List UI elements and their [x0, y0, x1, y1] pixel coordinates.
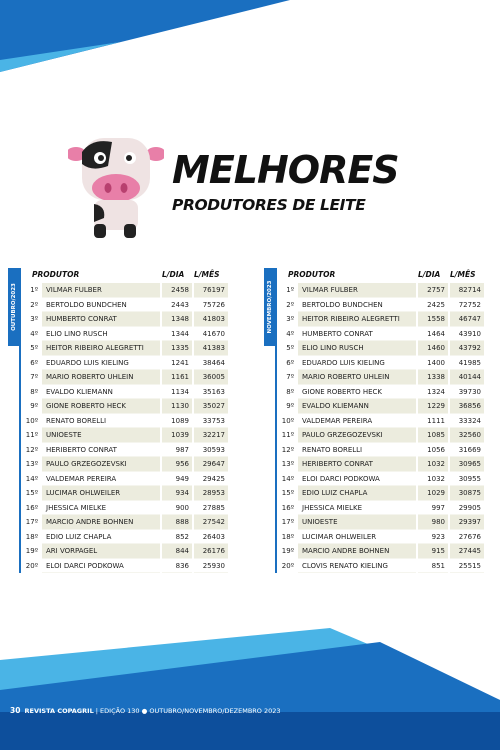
producer-name-cell: EVALDO KLIEMANN	[42, 385, 160, 400]
rank-cell: 16º	[281, 503, 294, 512]
liters-per-day-cell: 987	[162, 443, 192, 458]
producer-name-cell: VILMAR FULBER	[298, 283, 416, 298]
liters-per-month-cell: 29397	[450, 515, 484, 530]
table-row	[22, 385, 236, 400]
table-row	[278, 515, 492, 530]
table-row	[22, 486, 236, 501]
header-produtor: PRODUTOR	[288, 270, 336, 279]
producer-name-cell: MARIO ROBERTO UHLEIN	[298, 370, 416, 385]
table-rule	[275, 268, 277, 573]
table-row	[22, 312, 236, 327]
rank-cell: 20º	[281, 561, 294, 570]
producer-name-cell: BERTOLDO BUNDCHEN	[298, 298, 416, 313]
producer-name-cell: PAULO GRZEGOZEVSKI	[298, 428, 416, 443]
liters-per-day-cell: 1229	[418, 399, 448, 414]
liters-per-day-cell: 997	[418, 501, 448, 516]
table-row	[22, 544, 236, 559]
producer-name-cell: EDUARDO LUIS KIELING	[42, 356, 160, 371]
liters-per-day-cell: 956	[162, 457, 192, 472]
table-row	[278, 283, 492, 298]
liters-per-day-cell: 851	[418, 559, 448, 574]
rank-cell: 16º	[25, 503, 38, 512]
header-l-dia: L/DIA	[162, 270, 185, 279]
producer-name-cell: EDIO LUIZ CHAPLA	[298, 486, 416, 501]
table-row	[278, 530, 492, 545]
table-rule	[19, 268, 21, 573]
table-row	[278, 486, 492, 501]
cow-illustration	[68, 132, 164, 240]
rank-cell: 6º	[286, 358, 294, 367]
liters-per-month-cell: 75726	[194, 298, 228, 313]
table-row	[278, 341, 492, 356]
table-row	[278, 559, 492, 574]
liters-per-month-cell: 38464	[194, 356, 228, 371]
rank-cell: 10º	[25, 416, 38, 425]
liters-per-day-cell: 2757	[418, 283, 448, 298]
producer-name-cell: HEITOR RIBEIRO ALEGRETTI	[42, 341, 160, 356]
header-produtor: PRODUTOR	[32, 270, 80, 279]
liters-per-day-cell: 852	[162, 530, 192, 545]
rank-cell: 14º	[25, 474, 38, 483]
liters-per-day-cell: 1039	[162, 428, 192, 443]
liters-per-day-cell: 1089	[162, 414, 192, 429]
liters-per-month-cell: 31669	[450, 443, 484, 458]
liters-per-day-cell: 1032	[418, 472, 448, 487]
table-row	[22, 530, 236, 545]
table-row	[278, 414, 492, 429]
table-row	[22, 414, 236, 429]
rank-cell: 1º	[286, 286, 294, 294]
edition-info: | EDIÇÃO 130 ● OUTUBRO/NOVEMBRO/DEZEMBRO 2023	[95, 707, 281, 715]
liters-per-day-cell: 2425	[418, 298, 448, 313]
liters-per-day-cell: 1400	[418, 356, 448, 371]
liters-per-month-cell: 32217	[194, 428, 228, 443]
liters-per-day-cell: 844	[162, 544, 192, 559]
rank-cell: 18º	[25, 532, 38, 541]
rank-cell: 5º	[30, 344, 38, 352]
liters-per-day-cell: 1338	[418, 370, 448, 385]
rank-cell: 15º	[25, 489, 38, 497]
liters-per-day-cell: 1558	[418, 312, 448, 327]
rank-cell: 12º	[281, 445, 294, 454]
rank-cell: 13º	[25, 460, 38, 468]
producer-name-cell: MARCIO ANDRE BOHNEN	[42, 515, 160, 530]
magazine-name: REVISTA COPAGRIL	[24, 707, 94, 715]
producer-name-cell: HEITOR RIBEIRO ALEGRETTI	[298, 312, 416, 327]
rank-cell: 19º	[281, 547, 294, 555]
month-label: OUTUBRO/2023	[11, 283, 17, 331]
producer-name-cell: ELIO LINO RUSCH	[298, 341, 416, 356]
producer-name-cell: LUCIMAR OHLWEILER	[42, 486, 160, 501]
producer-name-cell: VALDEMAR PEREIRA	[298, 414, 416, 429]
producer-name-cell: HERIBERTO CONRAT	[298, 457, 416, 472]
producer-name-cell: VALDEMAR PEREIRA	[42, 472, 160, 487]
liters-per-day-cell: 1241	[162, 356, 192, 371]
table-row	[278, 501, 492, 516]
liters-per-month-cell: 27542	[194, 515, 228, 530]
producer-name-cell: BERTOLDO BUNDCHEN	[42, 298, 160, 313]
liters-per-day-cell: 923	[418, 530, 448, 545]
table-row	[278, 356, 492, 371]
rank-cell: 18º	[281, 532, 294, 541]
producer-name-cell: ELOI DARCI PODKOWA	[298, 472, 416, 487]
liters-per-month-cell: 29647	[194, 457, 228, 472]
liters-per-day-cell: 888	[162, 515, 192, 530]
table-row	[278, 428, 492, 443]
table-row	[278, 298, 492, 313]
liters-per-day-cell: 900	[162, 501, 192, 516]
liters-per-month-cell: 41670	[194, 327, 228, 342]
table-row	[278, 399, 492, 414]
producer-name-cell: RENATO BORELLI	[42, 414, 160, 429]
rank-cell: 19º	[25, 547, 38, 555]
liters-per-month-cell: 41803	[194, 312, 228, 327]
table-row	[22, 356, 236, 371]
liters-per-month-cell: 39730	[450, 385, 484, 400]
table-row	[22, 298, 236, 313]
liters-per-month-cell: 30875	[450, 486, 484, 501]
producer-name-cell: ARI VORPAGEL	[42, 544, 160, 559]
month-label: NOVEMBRO/2023	[267, 280, 273, 334]
page-title: MELHORES	[172, 148, 399, 192]
header-l-dia: L/DIA	[418, 270, 441, 279]
liters-per-day-cell: 949	[162, 472, 192, 487]
rank-cell: 4º	[30, 329, 38, 338]
table-row	[278, 370, 492, 385]
rank-cell: 11º	[25, 431, 38, 439]
rank-cell: 5º	[286, 344, 294, 352]
table-row	[22, 399, 236, 414]
liters-per-month-cell: 36856	[450, 399, 484, 414]
liters-per-day-cell: 1130	[162, 399, 192, 414]
liters-per-month-cell: 82714	[450, 283, 484, 298]
rank-cell: 8º	[286, 387, 294, 396]
liters-per-day-cell: 1460	[418, 341, 448, 356]
table-row	[22, 428, 236, 443]
table-row	[278, 443, 492, 458]
rank-cell: 7º	[286, 373, 294, 381]
liters-per-day-cell: 836	[162, 559, 192, 574]
table-row	[22, 283, 236, 298]
liters-per-month-cell: 27885	[194, 501, 228, 516]
header-l-mes: L/MÊS	[450, 270, 476, 279]
table-row	[278, 312, 492, 327]
liters-per-month-cell: 29425	[194, 472, 228, 487]
rank-cell: 9º	[286, 402, 294, 410]
producer-name-cell: PAULO GRZEGOZEVSKI	[42, 457, 160, 472]
liters-per-month-cell: 33753	[194, 414, 228, 429]
table-row	[22, 457, 236, 472]
rank-cell: 20º	[25, 561, 38, 570]
liters-per-day-cell: 1134	[162, 385, 192, 400]
rank-cell: 17º	[281, 518, 294, 526]
page-subtitle: PRODUTORES DE LEITE	[172, 196, 366, 214]
rank-cell: 6º	[30, 358, 38, 367]
liters-per-month-cell: 28953	[194, 486, 228, 501]
liters-per-day-cell: 915	[418, 544, 448, 559]
liters-per-month-cell: 26176	[194, 544, 228, 559]
table-row	[22, 472, 236, 487]
liters-per-month-cell: 35163	[194, 385, 228, 400]
producer-name-cell: HUMBERTO CONRAT	[298, 327, 416, 342]
title-block	[172, 150, 399, 214]
table-row	[22, 443, 236, 458]
rank-cell: 1º	[30, 286, 38, 294]
liters-per-month-cell: 41985	[450, 356, 484, 371]
liters-per-day-cell: 934	[162, 486, 192, 501]
liters-per-month-cell: 35027	[194, 399, 228, 414]
liters-per-month-cell: 26403	[194, 530, 228, 545]
liters-per-day-cell: 1464	[418, 327, 448, 342]
liters-per-day-cell: 1344	[162, 327, 192, 342]
liters-per-month-cell: 40144	[450, 370, 484, 385]
rank-cell: 2º	[30, 300, 38, 309]
producer-name-cell: VILMAR FULBER	[42, 283, 160, 298]
rank-cell: 2º	[286, 300, 294, 309]
liters-per-month-cell: 25930	[194, 559, 228, 574]
rank-cell: 4º	[286, 329, 294, 338]
liters-per-month-cell: 76197	[194, 283, 228, 298]
producer-name-cell: GIONE ROBERTO HECK	[298, 385, 416, 400]
rank-cell: 3º	[286, 315, 294, 323]
table-row	[22, 559, 236, 574]
producer-name-cell: JHESSICA MIELKE	[42, 501, 160, 516]
producer-name-cell: HERIBERTO CONRAT	[42, 443, 160, 458]
bottom-deep-wave	[0, 712, 500, 750]
page-number: 30	[10, 706, 21, 715]
liters-per-month-cell: 30593	[194, 443, 228, 458]
liters-per-day-cell: 1335	[162, 341, 192, 356]
liters-per-day-cell: 1161	[162, 370, 192, 385]
rank-cell: 14º	[281, 474, 294, 483]
liters-per-month-cell: 72752	[450, 298, 484, 313]
producer-name-cell: GIONE ROBERTO HECK	[42, 399, 160, 414]
liters-per-month-cell: 27445	[450, 544, 484, 559]
rank-cell: 7º	[30, 373, 38, 381]
table-row	[278, 544, 492, 559]
liters-per-month-cell: 46747	[450, 312, 484, 327]
producer-name-cell: HUMBERTO CONRAT	[42, 312, 160, 327]
liters-per-month-cell: 29905	[450, 501, 484, 516]
liters-per-month-cell: 30955	[450, 472, 484, 487]
liters-per-day-cell: 2458	[162, 283, 192, 298]
header-l-mes: L/MÊS	[194, 270, 220, 279]
page-footer	[10, 706, 281, 715]
liters-per-month-cell: 25515	[450, 559, 484, 574]
table-row	[278, 472, 492, 487]
producer-name-cell: EVALDO KLIEMANN	[298, 399, 416, 414]
liters-per-day-cell: 2443	[162, 298, 192, 313]
liters-per-day-cell: 1032	[418, 457, 448, 472]
rank-cell: 11º	[281, 431, 294, 439]
liters-per-month-cell: 41383	[194, 341, 228, 356]
liters-per-day-cell: 1324	[418, 385, 448, 400]
liters-per-day-cell: 1348	[162, 312, 192, 327]
liters-per-month-cell: 27676	[450, 530, 484, 545]
producer-name-cell: UNIOESTE	[298, 515, 416, 530]
table-row	[22, 370, 236, 385]
liters-per-day-cell: 980	[418, 515, 448, 530]
producer-name-cell: LUCIMAR OHLWEILER	[298, 530, 416, 545]
producer-name-cell: JHESSICA MIELKE	[298, 501, 416, 516]
liters-per-month-cell: 36005	[194, 370, 228, 385]
rank-cell: 15º	[281, 489, 294, 497]
producer-name-cell: CLOVIS RENATO KIELING	[298, 559, 416, 574]
table-row	[22, 501, 236, 516]
liters-per-day-cell: 1056	[418, 443, 448, 458]
table-row	[278, 385, 492, 400]
top-left-blue-band	[0, 0, 290, 72]
liters-per-month-cell: 30965	[450, 457, 484, 472]
rank-cell: 12º	[25, 445, 38, 454]
liters-per-month-cell: 43792	[450, 341, 484, 356]
producer-name-cell: UNIOESTE	[42, 428, 160, 443]
rank-cell: 17º	[25, 518, 38, 526]
producer-name-cell: EDIO LUIZ CHAPLA	[42, 530, 160, 545]
liters-per-month-cell: 33324	[450, 414, 484, 429]
table-row	[22, 327, 236, 342]
rank-cell: 9º	[30, 402, 38, 410]
rank-cell: 3º	[30, 315, 38, 323]
producer-name-cell: MARCIO ANDRE BOHNEN	[298, 544, 416, 559]
liters-per-day-cell: 1029	[418, 486, 448, 501]
liters-per-day-cell: 1111	[418, 414, 448, 429]
producer-name-cell: ELOI DARCI PODKOWA	[42, 559, 160, 574]
table-row	[22, 515, 236, 530]
liters-per-month-cell: 32560	[450, 428, 484, 443]
producer-name-cell: RENATO BORELLI	[298, 443, 416, 458]
liters-per-month-cell: 43910	[450, 327, 484, 342]
rank-cell: 13º	[281, 460, 294, 468]
table-row	[278, 457, 492, 472]
rank-cell: 8º	[30, 387, 38, 396]
rank-cell: 10º	[281, 416, 294, 425]
liters-per-day-cell: 1085	[418, 428, 448, 443]
producer-name-cell: EDUARDO LUIS KIELING	[298, 356, 416, 371]
table-row	[278, 327, 492, 342]
producer-name-cell: MARIO ROBERTO UHLEIN	[42, 370, 160, 385]
producer-name-cell: ELIO LINO RUSCH	[42, 327, 160, 342]
table-row	[22, 341, 236, 356]
